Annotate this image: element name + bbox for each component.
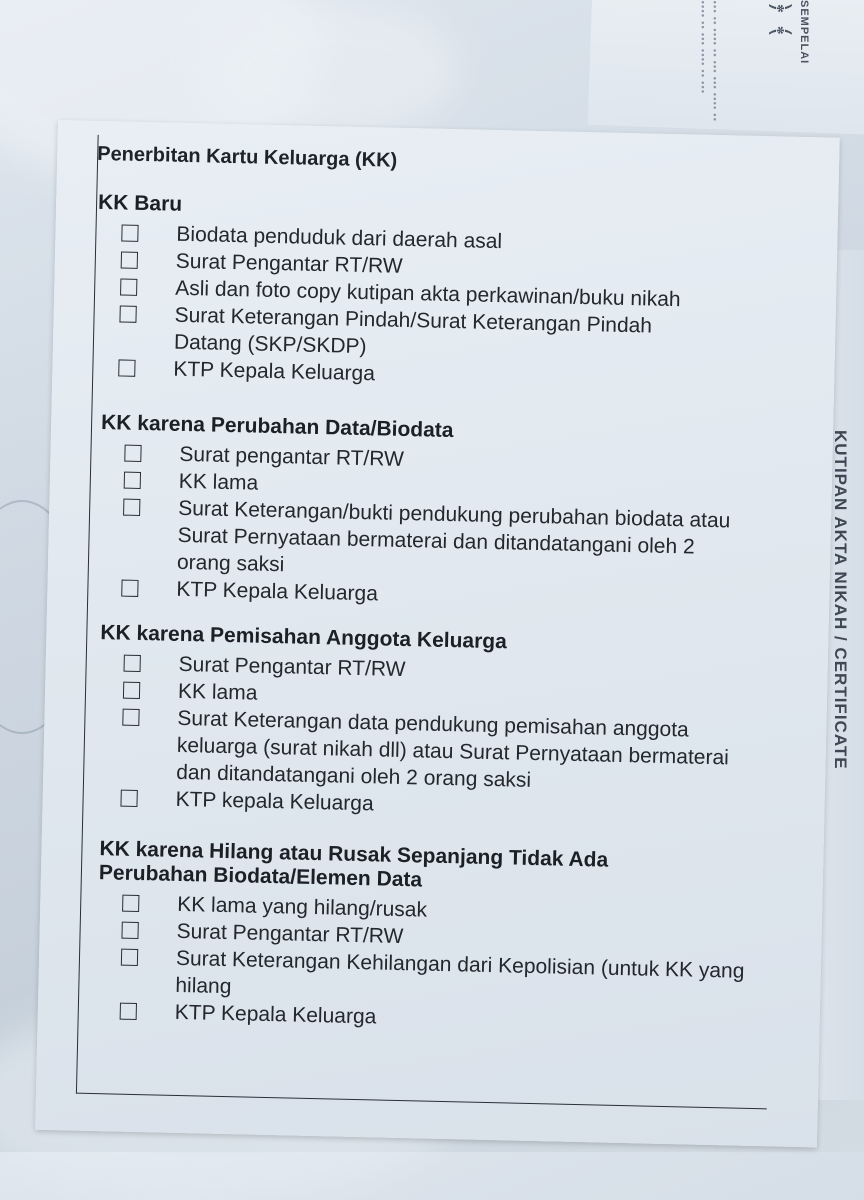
checkbox[interactable] — [124, 655, 141, 672]
checklist-item-label: Surat Keterangan Kehilangan dari Kepolisian (untuk KK yang hilang — [175, 946, 745, 999]
background-fabric — [200, 0, 460, 140]
checklist-item-label: KTP Kepala Keluarga — [176, 577, 379, 606]
checklist-item-label: Biodata penduduk dari daerah asal — [176, 222, 503, 254]
checkbox[interactable] — [122, 709, 139, 726]
checklist-item-label: Surat Keterangan data pendukung pemisahan anggota keluarga (surat nikah dll) atau Surat Pernyataan bermaterai dan ditandatangani oleh 2 orang saksi — [175, 706, 730, 792]
checkbox[interactable] — [120, 278, 137, 295]
checklist-item-label: Surat Pengantar RT/RW — [176, 919, 404, 949]
checkbox[interactable] — [124, 472, 141, 489]
checkbox[interactable] — [123, 682, 140, 699]
checklist-item — [97, 703, 779, 799]
checkbox[interactable] — [121, 949, 138, 966]
checklist-item-label: KTP Kepala Keluarga — [173, 357, 376, 386]
checklist-item-label: KTP kepala Keluarga — [175, 787, 374, 816]
kk-requirements-card — [35, 120, 840, 1147]
checkbox[interactable] — [121, 922, 138, 939]
checkbox[interactable] — [121, 224, 138, 241]
checkbox[interactable] — [120, 790, 137, 807]
checkbox[interactable] — [122, 895, 139, 912]
checkbox[interactable] — [123, 499, 140, 516]
checkbox[interactable] — [118, 359, 135, 376]
checklist-item-label: Surat Pengantar RT/RW — [175, 249, 403, 278]
checkbox[interactable] — [120, 1003, 137, 1020]
section-heading: KK karena Pemisahan Anggota Keluarga — [100, 621, 508, 654]
section-pemisahan-anggota — [96, 621, 780, 826]
certificate-side-text: KUTIPAN AKTA NIKAH / CERTIFICATE — [831, 430, 850, 770]
checklist-item — [98, 493, 780, 589]
checklist-item-label: KK lama yang hilang/rusak — [176, 892, 428, 922]
checklist-item-label: Asli dan foto copy kutipan akta perkawinan/buku nikah — [174, 276, 681, 312]
book-text-blurred: ∙∙∙ ∙∙ ∙∙∙∙ ∙∙ ∙∙∙ ∙∙∙ ∙∙∙∙ ∙∙ ∙∙∙∙ ∙∙ ∙∙∙ ∙∙∙∙ ∙∙ ∙∙∙ — [697, 0, 719, 122]
section-heading: KK karena Perubahan Data/Biodata — [100, 411, 454, 443]
side-label-top: SEMPELAI — [798, 0, 810, 65]
checkbox[interactable] — [119, 305, 136, 322]
checklist-item-label: Surat Keterangan Pindah/Surat Keterangan Pindah Datang (SKP/SKDP) — [173, 303, 653, 359]
checklist-item-label: KTP Kepala Keluarga — [174, 1000, 377, 1029]
card-title: Penerbitan Kartu Keluarga (KK) — [96, 142, 398, 172]
checklist-item-label: KK lama — [178, 469, 259, 495]
checkbox[interactable] — [124, 445, 141, 462]
section-heading: KK karena Hilang atau Rusak Sepanjang Tidak Ada Perubahan Biodata/Elemen Data — [98, 837, 609, 892]
arabic-script-decoration: ﴿ ﴾ — [765, 0, 795, 39]
checklist-item-label: Surat pengantar RT/RW — [179, 442, 405, 471]
checklist-item-label: Surat Pengantar RT/RW — [178, 652, 406, 682]
section-kk-baru — [94, 191, 778, 396]
checklist-item-label: KK lama — [177, 679, 258, 705]
checkbox[interactable] — [121, 580, 138, 597]
section-hilang-rusak — [95, 837, 779, 1039]
checklist-item-label: Surat Keterangan/bukti pendukung perubahan biodata atau Surat Pernyataan bermaterai dan ditandatangani oleh 2 orang saksi — [176, 496, 731, 577]
section-heading: KK Baru — [97, 190, 183, 216]
checkbox[interactable] — [121, 251, 138, 268]
section-perubahan-data — [97, 411, 781, 616]
